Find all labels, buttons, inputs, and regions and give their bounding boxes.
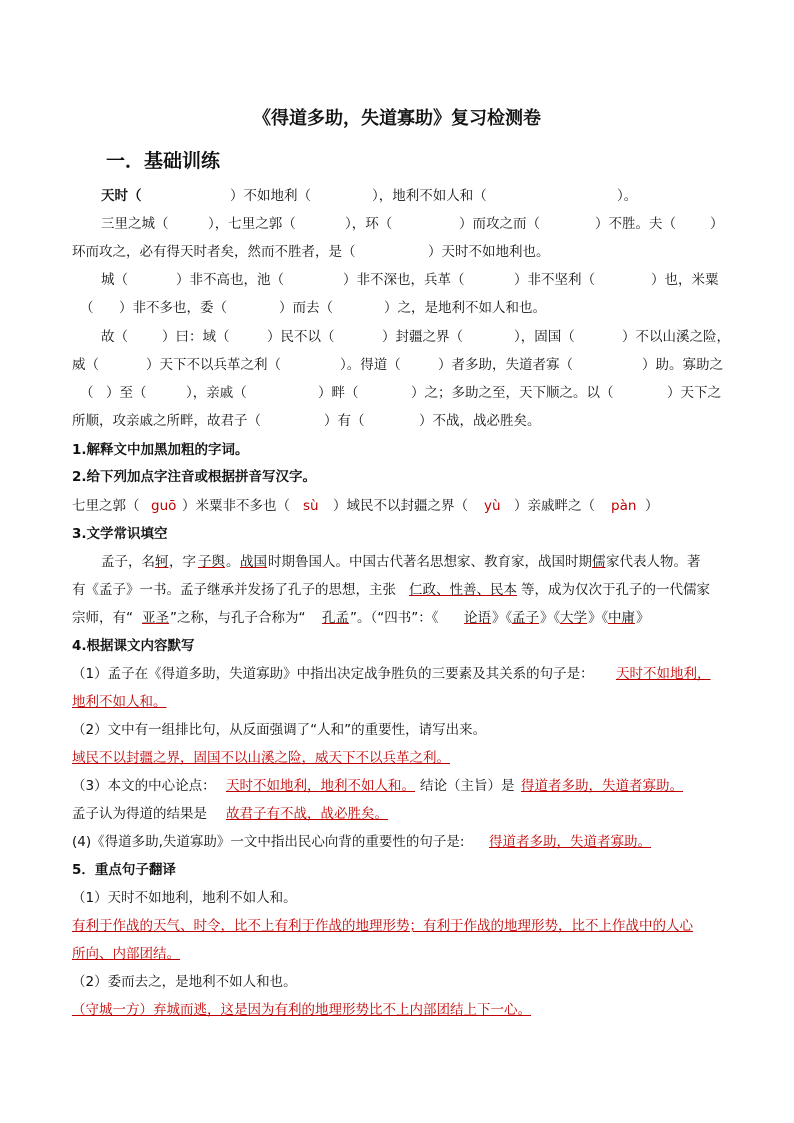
cloze-line-1 [0, 186, 794, 214]
recite-answer: 故君子有不战，战必胜矣。 [226, 806, 388, 822]
cloze-text: ）天时不如地利也。 [428, 244, 550, 260]
cloze-text: ）。得道（ [340, 357, 401, 373]
lit-answer: 战国 [240, 554, 267, 570]
cloze-text: 三里之城（ [101, 216, 169, 232]
cloze-text: ）不以山溪之险， [622, 329, 730, 345]
cloze-text: ）天下之 [667, 385, 721, 401]
question-2: 2.给下列加点字注音或根据拼音写汉字。 [72, 469, 317, 485]
lit-answer: 大学 [560, 610, 587, 626]
pinyin-text: ） [645, 498, 659, 514]
cloze-text: ） [710, 216, 724, 232]
cloze-text: ），地利不如人和（ [372, 188, 487, 204]
lit-text: 》《 [540, 610, 561, 626]
cloze-line-7 [0, 355, 794, 383]
lit-text: 。 [226, 554, 240, 570]
translate-answer: 所向、内部团结。 [72, 946, 180, 962]
question-5: 5．重点句子翻译 [72, 862, 176, 878]
cloze-line-2 [0, 214, 794, 242]
recite-answer: 得道者多助，失道者寡助。 [521, 778, 683, 794]
cloze-line-8 [0, 383, 794, 411]
question-3: 3.文学常识填空 [72, 526, 168, 542]
cloze-line-9 [0, 411, 794, 439]
recite-answer: 得道者多助，失道者寡助。 [489, 834, 651, 850]
cloze-text: （ [80, 300, 94, 316]
cloze-text: ）而去（ [279, 300, 333, 316]
recite-prompt: 孟子认为得道的结果是 [72, 806, 207, 822]
lit-text: ”之称，与孔子合称为“ [170, 610, 306, 626]
recite-3c [0, 804, 794, 832]
pinyin-text: 七里之郭（ [72, 498, 140, 514]
lit-answer: 孟子 [512, 610, 539, 626]
cloze-line-5 [0, 298, 794, 326]
translate-answer: 有利于作战的天气、时令，比不上有利于作战的地理形势；有利于作战的地理形势，比不上作战中的人心 [72, 918, 693, 934]
question-4: 4.根据课文内容默写 [72, 638, 195, 654]
question-1: 1.解释文中加黑加粗的字词。 [72, 442, 249, 458]
cloze-text: ），亲戚（ [186, 385, 247, 401]
pinyin-answer: pàn [611, 498, 637, 514]
recite-answer: 域民不以封疆之界，固国不以山溪之险，威天下不以兵革之利。 [72, 750, 450, 766]
cloze-text: ）也，米粟 [651, 272, 719, 288]
literature-line-3 [0, 608, 794, 636]
pinyin-text: ）亲戚畔之（ [514, 498, 595, 514]
cloze-text: 环而攻之，必有得天时者矣，然而不胜者，是（ [72, 244, 356, 260]
pinyin-answer: guō [151, 498, 177, 514]
literature-line-1 [0, 552, 794, 580]
recite-1 [0, 664, 794, 692]
recite-prompt: （3）本文的中心论点： [72, 778, 216, 794]
cloze-text: 天时（ [101, 188, 142, 204]
lit-text: 》 [636, 610, 650, 626]
recite-3 [0, 776, 794, 804]
translate-answer: （守城一方）弃城而逃，这是因为有利的地理形势比不上内部团结上下一心。 [72, 1002, 531, 1018]
page-title: 《得道多助，失道寡助》复习检测卷 [253, 108, 541, 129]
recite-prompt: 结论（主旨）是 [420, 778, 515, 794]
cloze-text: ），七里之郭（ [208, 216, 296, 232]
lit-answer: 中庸 [608, 610, 635, 626]
section-heading: 一．基础训练 [106, 150, 221, 172]
cloze-text: ）助。寡助之 [642, 357, 723, 373]
lit-answer: 亚圣 [142, 610, 169, 626]
recite-prompt: (4)《得道多助,失道寡助》一文中指出民心向背的重要性的句子是: [72, 834, 465, 850]
recite-4 [0, 832, 794, 860]
cloze-text: ），固国（ [514, 329, 575, 345]
cloze-text: ）不战，战必胜矣。 [419, 413, 541, 429]
cloze-text: 故（ [101, 329, 128, 345]
cloze-text: ）非不高也，池（ [176, 272, 284, 288]
cloze-text: ）不如地利（ [230, 188, 311, 204]
cloze-text: ）民不以（ [267, 329, 335, 345]
cloze-text: ）非不多也，委（ [119, 300, 227, 316]
cloze-text: ）者多助，失道者寡（ [438, 357, 573, 373]
cloze-line-6 [0, 327, 794, 355]
lit-text: 》《 [588, 610, 609, 626]
translate-prompt: （2）委而去之，是地利不如人和也。 [72, 974, 297, 990]
lit-text: 》《 [492, 610, 513, 626]
cloze-text: ）非不坚利（ [514, 272, 595, 288]
cloze-text: ），环（ [345, 216, 393, 232]
lit-text: ，字 [169, 554, 196, 570]
cloze-text: ）非不深也，兵革（ [343, 272, 465, 288]
cloze-text: ）之，是地利不如人和也。 [384, 300, 546, 316]
lit-answer: 仁政、性善、民本 [409, 582, 517, 598]
lit-text: 等，成为仅次于孔子的一代儒家 [521, 582, 710, 598]
recite-prompt: （2）文中有一组排比句，从反面强调了“人和”的重要性，请写出来。 [72, 722, 487, 738]
lit-text: ”。（“四书”：《 [350, 610, 439, 626]
translate-prompt: （1）天时不如地利，地利不如人和。 [72, 890, 297, 906]
lit-answer: 儒 [592, 554, 606, 570]
cloze-text: ）不胜。夫（ [595, 216, 676, 232]
cloze-text: ）封疆之界（ [382, 329, 463, 345]
cloze-text: ）至（ [106, 385, 147, 401]
lit-text: 家代表人物。著 [606, 554, 701, 570]
pinyin-answer: sù [303, 498, 319, 514]
cloze-text: ）天下不以兵革之利（ [146, 357, 281, 373]
pinyin-answer: yù [484, 498, 501, 514]
lit-answer: 论语 [464, 610, 491, 626]
pinyin-text: ）米粟非不多也（ [182, 498, 290, 514]
recite-answer: 天时不如地利，地利不如人和。 [226, 778, 415, 794]
lit-answer: 子舆 [198, 554, 225, 570]
cloze-text: （ [80, 385, 94, 401]
recite-answer: 天时不如地利， [616, 666, 711, 682]
literature-line-2 [0, 580, 794, 608]
cloze-line-3 [0, 242, 794, 270]
pinyin-line [0, 496, 794, 524]
lit-text: 时期鲁国人。中国古代著名思想家、教育家，战国时期 [268, 554, 592, 570]
cloze-text: ）畔（ [318, 385, 359, 401]
cloze-text: ）有（ [324, 413, 365, 429]
cloze-text: 威（ [72, 357, 99, 373]
lit-answer: 孔孟 [322, 610, 349, 626]
cloze-text: ）。 [617, 188, 638, 204]
cloze-text: ）之；多助之至，天下顺之。以（ [411, 385, 614, 401]
cloze-text: 所顺，攻亲戚之所畔，故君子（ [72, 413, 261, 429]
cloze-text: 城（ [101, 272, 128, 288]
lit-text: 孟子，名 [101, 554, 155, 570]
cloze-text: ）曰：域（ [162, 329, 230, 345]
recite-answer: 地利不如人和。 [72, 694, 167, 710]
lit-text: 有《孟子》一书。孟子继承并发扬了孔子的思想，主张 [72, 582, 396, 598]
cloze-line-4 [0, 270, 794, 298]
recite-prompt: （1）孟子在《得道多助，失道寡助》中指出决定战争胜负的三要素及其关系的句子是： [72, 666, 594, 682]
lit-text: 宗师，有“ [72, 610, 133, 626]
pinyin-text: ）域民不以封疆之界（ [333, 498, 468, 514]
lit-answer: 轲 [155, 554, 169, 570]
cloze-text: ）而攻之而（ [459, 216, 540, 232]
